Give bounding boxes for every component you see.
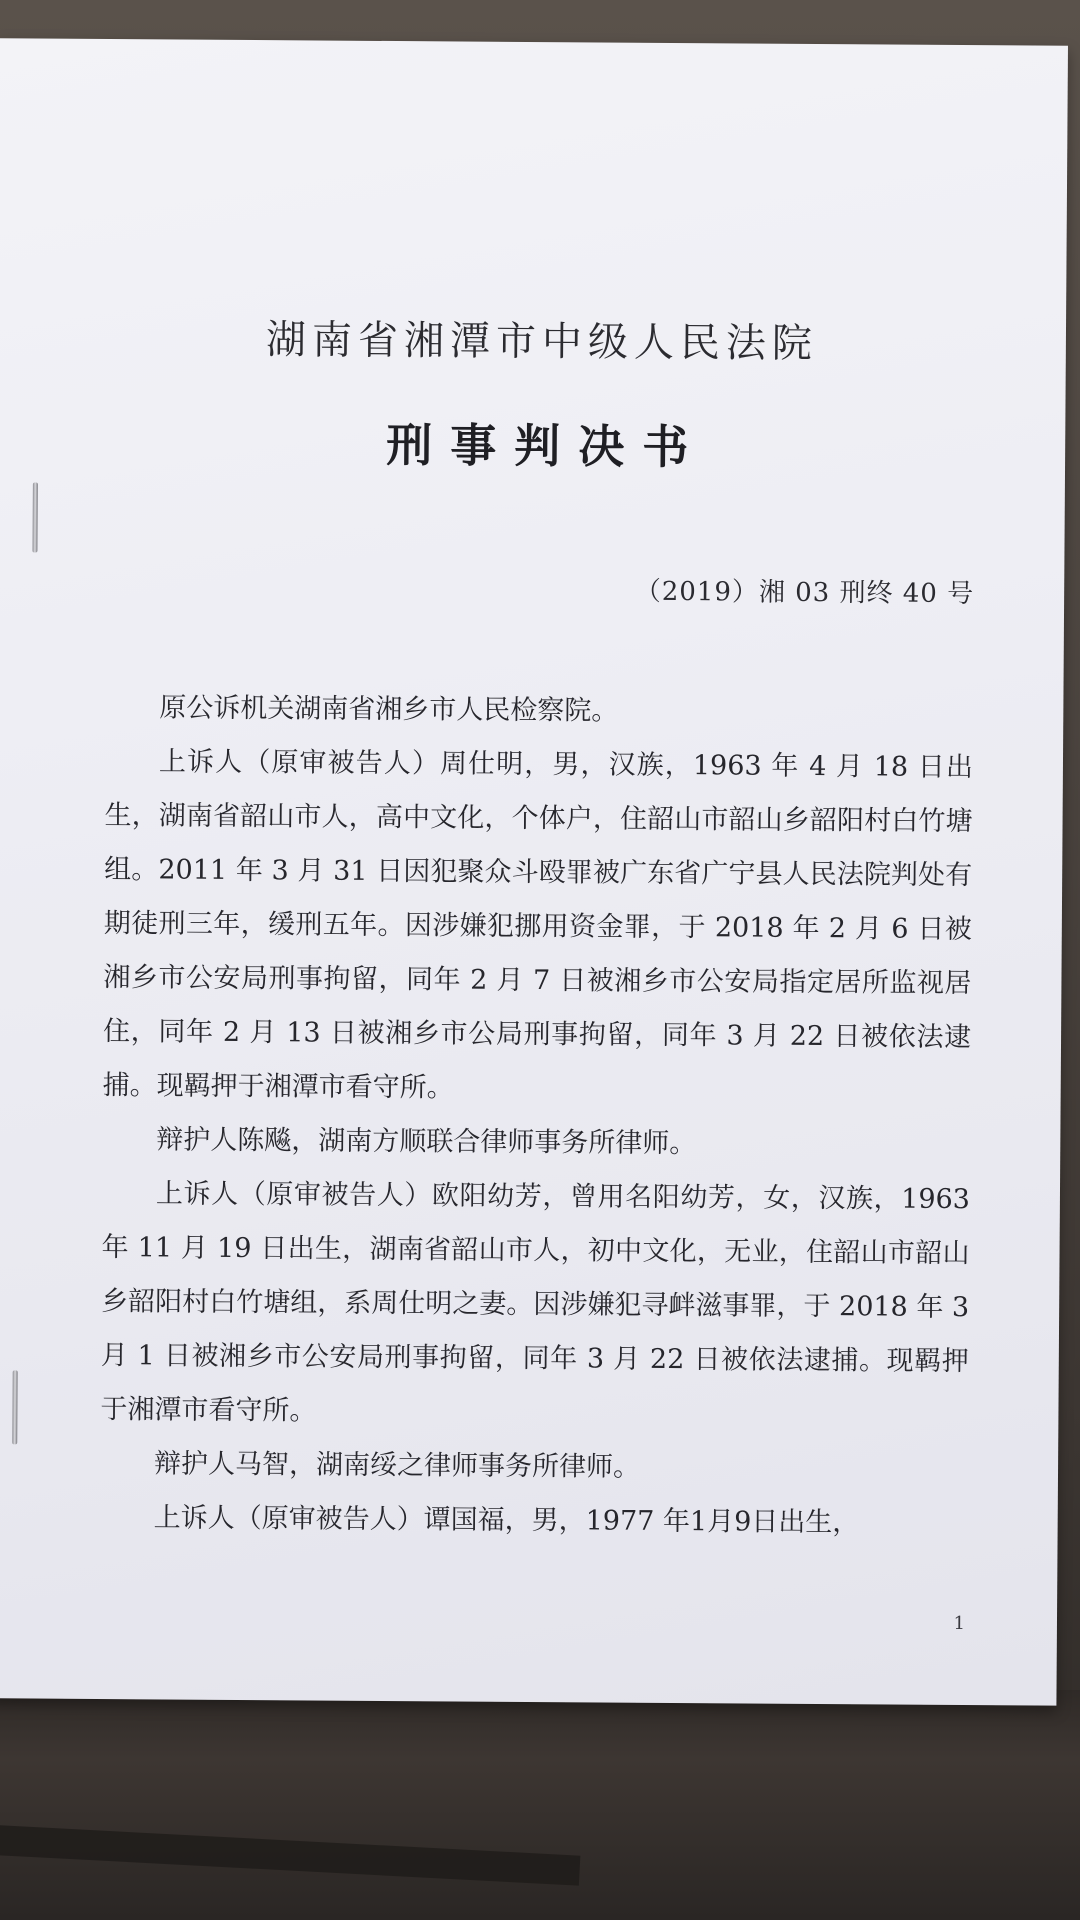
paragraph-defender-chen: 辩护人陈飚，湖南方顺联合律师事务所律师。 <box>156 1124 697 1160</box>
paragraph-appellant-tan: 上诉人（原审被告人）谭国福，男，1977 年1月9日出生， <box>153 1502 860 1539</box>
paragraph-appellant-zhou: 上诉人（原审被告人）周仕明，男，汉族，1963 年 4 月 18 日出生，湖南省韶山市人，高中文化，个体户，住韶山市韶山乡韶阳村白竹塘组。2011 年 3 月 31 日因犯聚众斗殴罪被广东省广宁县人民法院判处有期徒刑三年，缓刑五年。因涉嫌犯挪用资金罪，于 2018 年 2 月 6 日被湘乡市公安局刑事拘留，同年 2 月 7 日被湘乡市公安局指定居所监视居住，同年 2 月 13 日被湘乡市公局刑事拘留，同年 3 月 22 日被依法逮捕。现羁押于湘潭市看守所。 <box>102 746 974 1104</box>
paragraph-prosecution: 原公诉机关湖南省湘乡市人民检察院。 <box>159 692 619 727</box>
case-number: （2019）湘 03 刑终 40 号 <box>634 576 975 610</box>
document-type-title: 刑事判决书 <box>385 417 707 475</box>
document-body <box>99 681 973 1551</box>
paragraph-appellant-ouyang: 上诉人（原审被告人）欧阳幼芳，曾用名阳幼芳，女，汉族，1963 年 11 月 19 日出生，湖南省韶山市人，初中文化，无业，住韶山市韶山乡韶阳村白竹塘组，系周仕明之妻。因涉嫌犯寻衅滋事罪，于 2018 年 3 月 1 日被湘乡市公安局刑事拘留，同年 3 月 22 日被依法逮捕。现羁押于湘潭市看守所。 <box>100 1178 971 1427</box>
desk-surface <box>0 1690 1080 1920</box>
page-number: 1 <box>953 1612 966 1635</box>
court-title: 湖南省湘潭市中级人民法院 <box>265 317 819 367</box>
staple-icon <box>32 483 37 553</box>
staple-icon <box>12 1370 18 1444</box>
paragraph-defender-ma: 辩护人马智，湖南绥之律师事务所律师。 <box>153 1448 641 1483</box>
document-page <box>0 38 1068 1705</box>
